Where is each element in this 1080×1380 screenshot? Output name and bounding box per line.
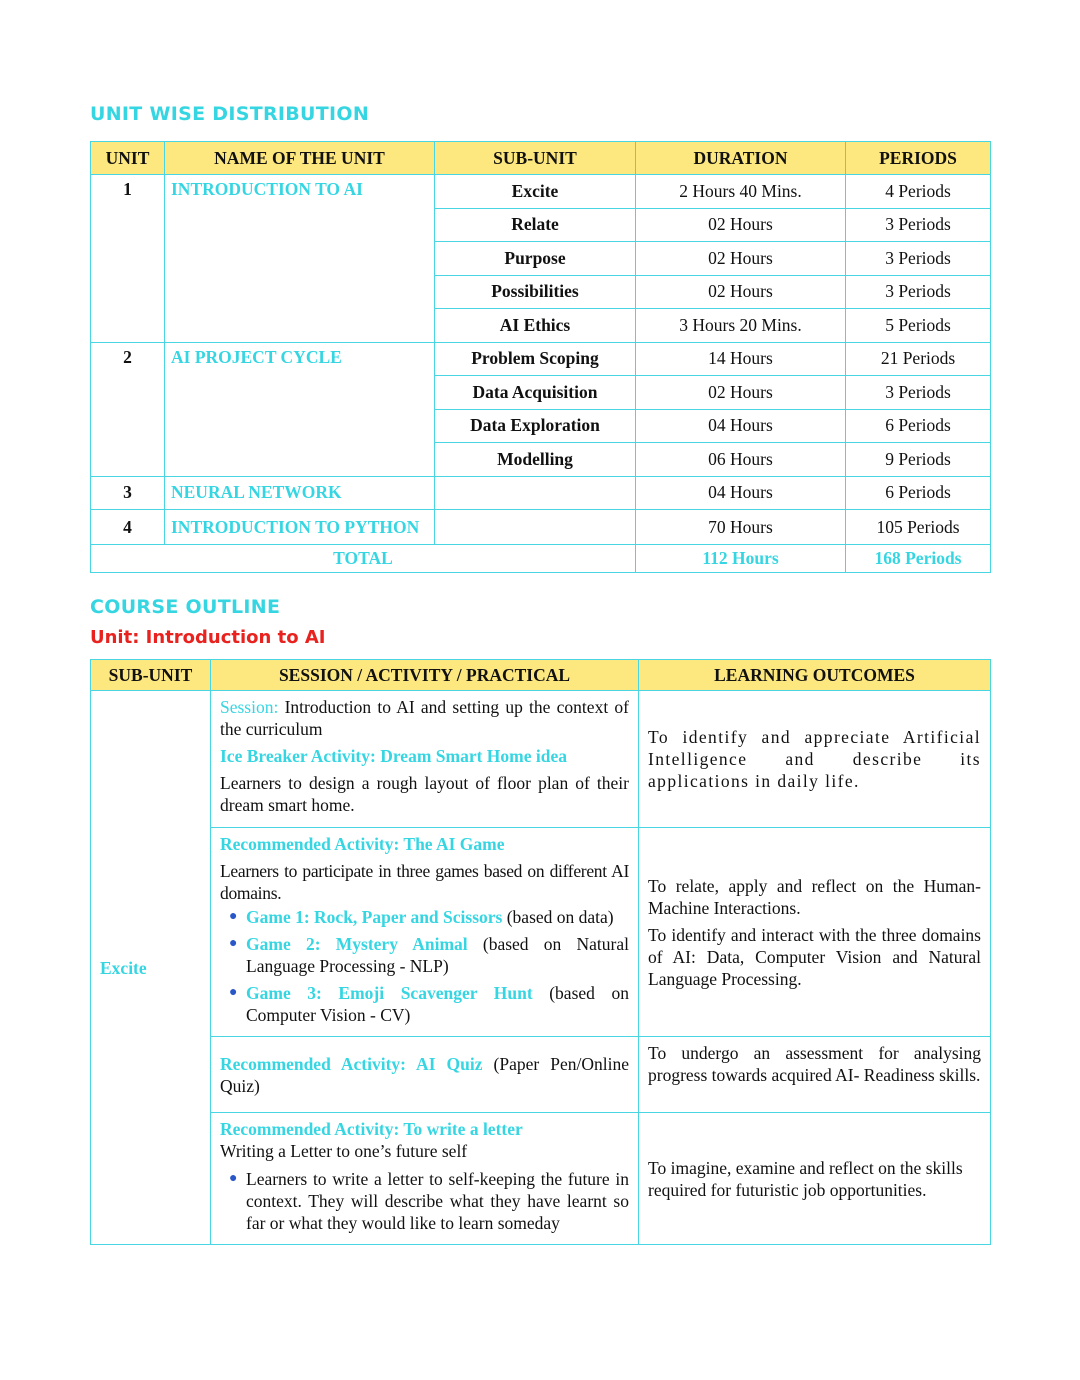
sub-unit — [435, 510, 636, 545]
table-header-row — [91, 660, 991, 691]
letter-list — [220, 1168, 629, 1234]
periods: 3 Periods — [846, 208, 991, 242]
outcome-text: To identify and appreciate Artificial Intelligence and describe its applications in daily life. — [648, 727, 981, 791]
periods: 5 Periods — [846, 309, 991, 343]
bullet-icon: ● — [229, 936, 238, 951]
periods: 9 Periods — [846, 443, 991, 477]
periods: 105 Periods — [846, 510, 991, 545]
ai-game-intro: Learners to participate in three games based on different AI domains. — [220, 861, 629, 903]
periods: 6 Periods — [846, 476, 991, 510]
game-detail: (based on data) — [502, 907, 614, 927]
table-row — [91, 175, 991, 209]
duration: 02 Hours — [636, 208, 846, 242]
duration: 14 Hours — [636, 342, 846, 376]
col-sub-unit: SUB-UNIT — [435, 142, 636, 175]
table-row — [91, 342, 991, 376]
sub-unit: AI Ethics — [435, 309, 636, 343]
sub-unit: Purpose — [435, 242, 636, 276]
unit-name: INTRODUCTION TO PYTHON — [165, 510, 435, 545]
unit-number: 4 — [91, 510, 165, 545]
session-text: Introduction to AI and setting up the context of the curriculum — [220, 697, 629, 739]
sub-unit: Excite — [435, 175, 636, 209]
duration: 04 Hours — [636, 409, 846, 443]
col-unit-name: NAME OF THE UNIT — [165, 142, 435, 175]
duration: 3 Hours 20 Mins. — [636, 309, 846, 343]
total-periods: 168 Periods — [846, 545, 991, 573]
session-line — [220, 696, 629, 740]
game-name: Game 2: Mystery Animal — [246, 934, 468, 954]
periods: 3 Periods — [846, 376, 991, 410]
session-label: Session: — [220, 697, 279, 717]
table-row — [91, 1037, 991, 1113]
outcome-text: To identify and interact with the three domains of AI: Data, Computer Vision and Natural Language Processing. — [648, 924, 981, 989]
duration: 2 Hours 40 Mins. — [636, 175, 846, 209]
sub-unit: Data Acquisition — [435, 376, 636, 410]
sub-unit: Possibilities — [435, 275, 636, 309]
games-list — [220, 906, 629, 1026]
unit-title: Unit: Introduction to AI — [90, 627, 326, 648]
letter-title: Recommended Activity: To write a letter — [220, 1119, 523, 1139]
periods: 4 Periods — [846, 175, 991, 209]
letter-line: Writing a Letter to one’s future self — [220, 1141, 468, 1161]
periods: 6 Periods — [846, 409, 991, 443]
periods: 21 Periods — [846, 342, 991, 376]
outcome-cell — [639, 828, 991, 1037]
duration: 02 Hours — [636, 376, 846, 410]
ice-breaker-title: Ice Breaker Activity: Dream Smart Home idea — [220, 746, 567, 766]
sub-unit: Data Exploration — [435, 409, 636, 443]
table-row — [91, 476, 991, 510]
game-detail: (based on Natural Language Processing - NLP) — [246, 934, 629, 976]
duration: 04 Hours — [636, 476, 846, 510]
duration: 02 Hours — [636, 275, 846, 309]
table-row — [91, 1113, 991, 1245]
col-session-activity: SESSION / ACTIVITY / PRACTICAL — [211, 660, 639, 691]
bullet-icon: ● — [229, 985, 238, 1000]
outcome-cell — [639, 1037, 991, 1113]
outcome-text: To relate, apply and reflect on the Human-Machine Interactions. — [648, 875, 981, 918]
outcome-cell — [639, 1113, 991, 1245]
col-periods: PERIODS — [846, 142, 991, 175]
periods: 3 Periods — [846, 275, 991, 309]
game-detail: (based on Computer Vision - CV) — [246, 983, 629, 1025]
unit-name: NEURAL NETWORK — [165, 476, 435, 510]
letter-bullet-text: Learners to write a letter to self-keeping the future in context. They will describe what they have learnt so far or what they would like to learn someday — [246, 1169, 629, 1233]
ai-quiz-title: Recommended Activity: AI Quiz — [220, 1053, 483, 1074]
bullet-icon: ● — [229, 909, 238, 924]
duration: 02 Hours — [636, 242, 846, 276]
duration: 70 Hours — [636, 510, 846, 545]
list-item — [220, 906, 629, 928]
total-duration: 112 Hours — [636, 545, 846, 573]
table-row — [91, 510, 991, 545]
ai-quiz-detail: (Paper Pen/Online Quiz) — [220, 1053, 629, 1096]
col-learning-outcomes: LEARNING OUTCOMES — [639, 660, 991, 691]
sub-unit: Relate — [435, 208, 636, 242]
table-row — [91, 691, 991, 828]
list-item — [220, 982, 629, 1026]
course-outline-heading: COURSE OUTLINE — [90, 596, 281, 618]
ai-game-title: Recommended Activity: The AI Game — [220, 834, 505, 854]
ice-breaker-text: Learners to design a rough layout of floor plan of their dream smart home. — [220, 773, 629, 815]
session-cell — [211, 691, 639, 828]
duration: 06 Hours — [636, 443, 846, 477]
unit-name: AI PROJECT CYCLE — [165, 342, 435, 476]
sub-unit-excite: Excite — [91, 691, 211, 1245]
ai-quiz-cell — [211, 1037, 639, 1113]
col-unit: UNIT — [91, 142, 165, 175]
outcome-cell — [639, 691, 991, 828]
periods: 3 Periods — [846, 242, 991, 276]
total-label: TOTAL — [91, 545, 636, 573]
sub-unit — [435, 476, 636, 510]
letter-cell — [211, 1113, 639, 1245]
game-name: Game 1: Rock, Paper and Scissors — [246, 907, 503, 927]
total-row — [91, 545, 991, 573]
unit-wise-heading: UNIT WISE DISTRIBUTION — [90, 103, 370, 125]
unit-number: 1 — [91, 175, 165, 343]
sub-unit: Problem Scoping — [435, 342, 636, 376]
table-row — [91, 828, 991, 1037]
list-item — [220, 933, 629, 977]
game-name: Game 3: Emoji Scavenger Hunt — [246, 983, 533, 1003]
unit-number: 3 — [91, 476, 165, 510]
col-duration: DURATION — [636, 142, 846, 175]
bullet-icon: ● — [229, 1171, 238, 1186]
list-item — [220, 1168, 629, 1234]
sub-unit: Modelling — [435, 443, 636, 477]
outcome-text: To undergo an assessment for analysing progress towards acquired AI- Readiness skills. — [648, 1043, 981, 1085]
course-outline-table — [90, 659, 991, 1245]
unit-number: 2 — [91, 342, 165, 476]
unit-distribution-table — [90, 141, 991, 573]
unit-name: INTRODUCTION TO AI — [165, 175, 435, 343]
ai-game-cell — [211, 828, 639, 1037]
col-sub-unit: SUB-UNIT — [91, 660, 211, 691]
outcome-text: To imagine, examine and reflect on the skills required for futuristic job opportunities. — [648, 1157, 963, 1200]
table-header-row — [91, 142, 991, 175]
